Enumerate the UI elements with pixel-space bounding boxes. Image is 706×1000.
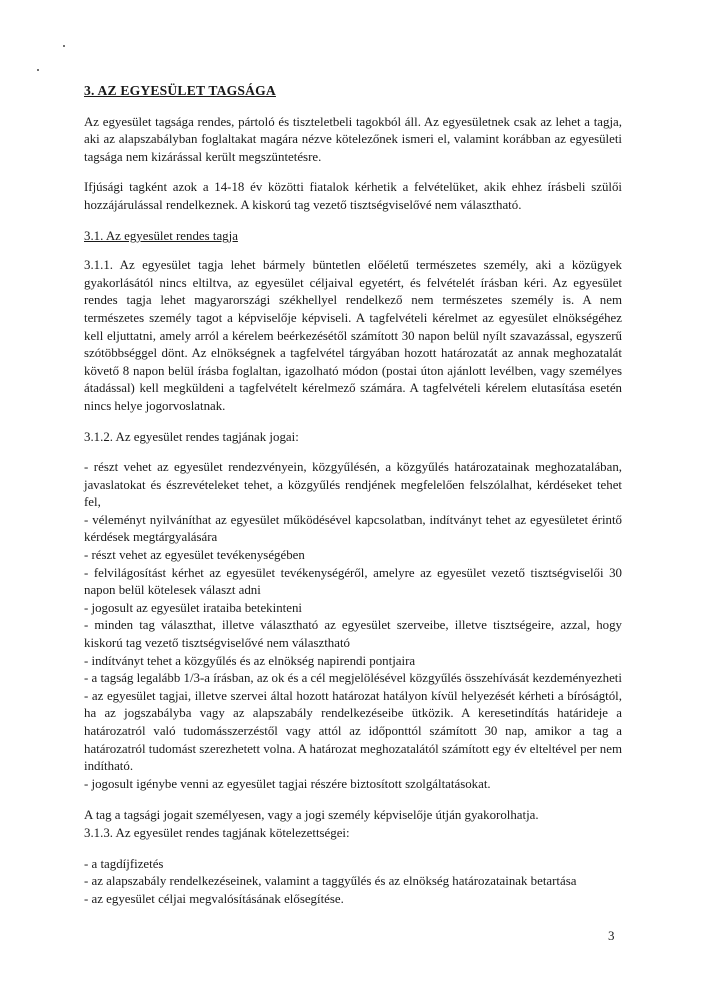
- subsection-title: 3.1. Az egyesület rendes tagja: [84, 228, 238, 243]
- rights-item: - részt vehet az egyesület rendezvényein, közgyűlésén, a közgyűlés határozatainak meghozatalában, javaslatokat és észrevételeket tehet, a közgyűlés rendjének megfelelően felszólalhat, kérdéseket tehet fel,: [84, 460, 622, 510]
- rights-item: - felvilágosítást kérhet az egyesület tevékenységéről, amelyre az egyesület vezető tisztségviselői 30 napon belül kötelesek választ adni: [84, 565, 622, 598]
- scan-speck: [63, 45, 65, 47]
- rights-list: [84, 459, 622, 793]
- personal-rights-paragraph: A tag a tagsági jogait személyesen, vagy a jogi személy képviselője útján gyakorolhatja.: [84, 808, 539, 823]
- intro-paragraph: Az egyesület tagsága rendes, pártoló és tiszteletbeli tagokból áll. Az egyesületnek csak az lehet a tagja, aki az alapszabályban foglaltakat magára nézve kötelezőnek ismeri el, valamint korábban az egyesületi tagsága nem kizárással került megszüntetésre.: [84, 114, 622, 164]
- membership-paragraph: 3.1.1. Az egyesület tagja lehet bármely büntetlen előéletű természetes személy, aki a közügyek gyakorlásától nincs eltiltva, az egyesület céljaival egyetért, és felvételét írásban kéri. Az egyesület rendes tagja lehet magyarországi székhellyel rendelkező nem természetes személy is. A nem természetes személy tagot a képviselője képviseli. A tagfelvételi kérelmet az egyesület elnökségéhez kell eljuttatni, amely arról a kérelem beérkezésétől számított 30 napon belül nyílt szavazással, egyszerű szótöbbséggel dönt. Az elnökségnek a tagfelvétel tárgyában hozott határozatát az annak meghozatalát követő 8 napon belül írásba foglaltan, igazolható módon (postai úton ajánlott levélben, vagy személyes átadással) kell megküldeni a tagfelvételt kérelmező számára. A tagfelvételi kérelem elutasítása esetén nincs helye jogorvoslatnak.: [84, 258, 622, 413]
- rights-heading: 3.1.2. Az egyesület rendes tagjának jogai:: [84, 429, 299, 444]
- rights-item: - véleményt nyilváníthat az egyesület működésével kapcsolatban, indítványt tehet az egyesületet érintő kérdések megtárgyalására: [84, 512, 622, 545]
- section-title: 3. AZ EGYESÜLET TAGSÁGA: [84, 83, 276, 98]
- rights-item: - jogosult igénybe venni az egyesület tagjai részére biztosított szolgáltatásokat.: [84, 776, 491, 791]
- youth-member-paragraph: Ifjúsági tagként azok a 14-18 év közötti fiatalok kérhetik a felvételüket, akik ehhez írásbeli szülői hozzájárulással rendelkeznek. A kiskorú tag vezető tisztségviselővé nem választható.: [84, 180, 622, 212]
- rights-item: - részt vehet az egyesület tevékenységében: [84, 548, 305, 563]
- rights-item: - jogosult az egyesület irataiba betekinteni: [84, 600, 302, 615]
- duties-item: - az egyesület céljai megvalósításának elősegítése.: [84, 891, 344, 906]
- duties-item: - az alapszabály rendelkezéseinek, valamint a taggyűlés és az elnökség határozatainak betartása: [84, 874, 577, 889]
- duties-list: [84, 856, 622, 909]
- scan-speck: [37, 69, 39, 71]
- rights-item: - a tagság legalább 1/3-a írásban, az ok és a cél megjelölésével közgyűlés összehívását kezdeményezheti: [84, 671, 622, 686]
- duties-heading: 3.1.3. Az egyesület rendes tagjának kötelezettségei:: [84, 825, 350, 840]
- rights-item: - az egyesület tagjai, illetve szervei által hozott határozat hatályon kívül helyezését kérheti a bíróságtól, ha az jogszabályba vagy az alapszabály rendelkezéseibe ütközik. A keresetindítás határideje a határozatról való tudomásszerzéstől vagy attól az időponttól számított 30 nap, amikor a tag a határozatról tudomást szerezhetett volna. A határozat meghozatalától számított egy év elteltével per nem indítható.: [84, 688, 622, 774]
- rights-item: - indítványt tehet a közgyűlés és az elnökség napirendi pontjaira: [84, 653, 416, 668]
- document-body: [84, 82, 622, 908]
- page-number: 3: [608, 928, 615, 943]
- rights-item: - minden tag választhat, illetve választható az egyesület szerveibe, illetve tisztségeire, azzal, hogy kiskorú tag vezető tisztségviselővé nem választható: [84, 618, 622, 651]
- duties-item: - a tagdíjfizetés: [84, 856, 164, 871]
